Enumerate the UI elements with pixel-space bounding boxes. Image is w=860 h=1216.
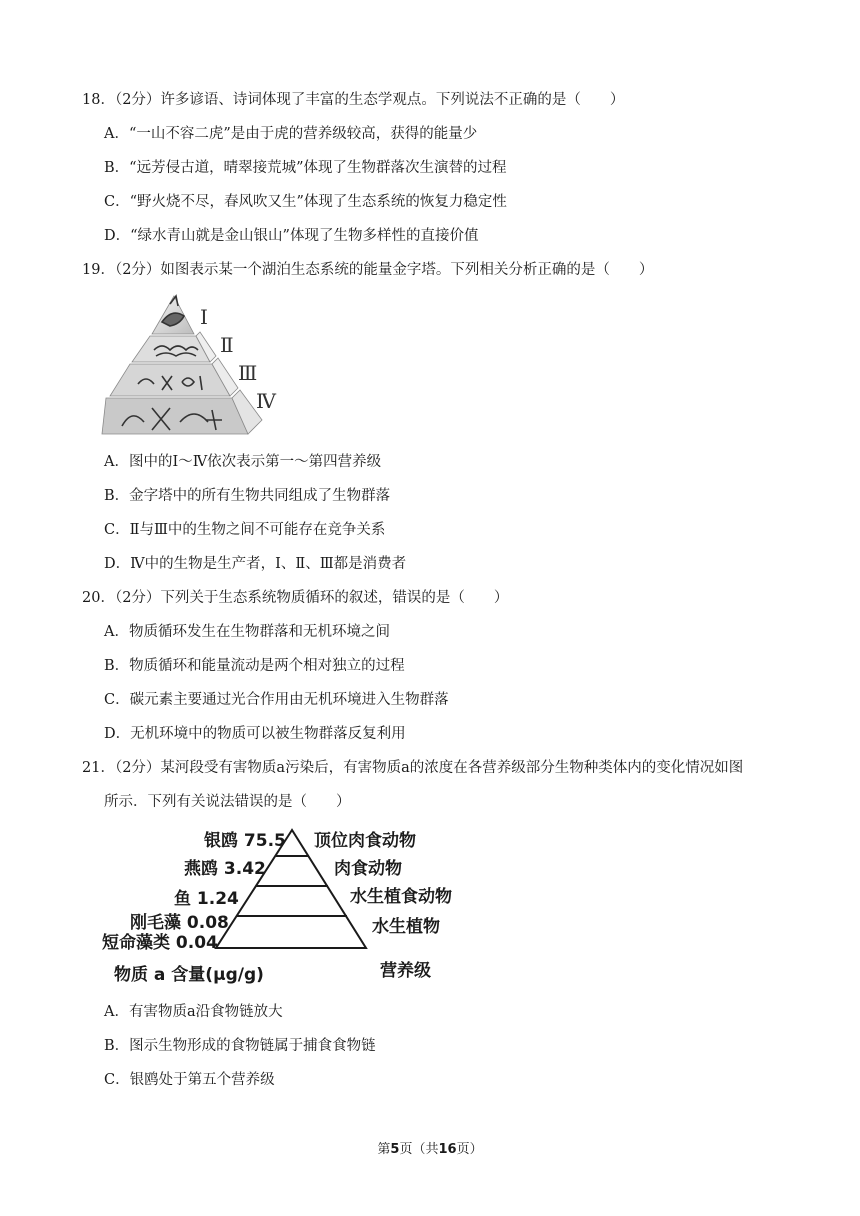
level-label-4: Ⅳ [256,389,276,413]
right-axis-title: 营养级 [380,961,431,981]
question-19-option-b: B．金字塔中的所有生物共同组成了生物群落 [104,488,391,504]
question-18-option-b: B．“远芳侵古道，晴翠接荒城”体现了生物群落次生演替的过程 [104,160,507,176]
left-label-3: 鱼 1.24 [174,889,239,909]
left-axis-title: 物质 a 含量(μg/g) [114,965,264,985]
question-18-stem: 18．（2分）许多谚语、诗词体现了丰富的生态学观点。下列说法不正确的是（ ） [82,92,625,108]
question-18-option-d: D．“绿水青山就是金山银山”体现了生物多样性的直接价值 [104,228,479,244]
page-footer [0,1138,860,1157]
question-19-option-a: A．图中的Ⅰ～Ⅳ依次表示第一～第四营养级 [104,454,382,470]
left-label-2: 燕鸥 3.42 [184,859,266,879]
footer-middle: 页（共 [399,1142,439,1157]
question-21-option-c: C．银鸥处于第五个营养级 [104,1072,275,1088]
left-label-4: 刚毛藻 0.08 [130,913,229,933]
left-label-1: 银鸥 75.5 [204,831,286,851]
question-19-stem: 19．（2分）如图表示某一个湖泊生态系统的能量金字塔。下列相关分析正确的是（ ） [82,262,654,278]
energy-pyramid-figure [100,292,290,440]
left-label-5: 短命藻类 0.04 [102,933,218,953]
question-18-option-a: A．“一山不容二虎”是由于虎的营养级较高，获得的能量少 [104,126,478,142]
right-label-4: 水生植物 [372,917,440,937]
question-21-option-a: A．有害物质a沿食物链放大 [104,1004,283,1020]
question-19-option-d: D．Ⅳ中的生物是生产者，Ⅰ、Ⅱ、Ⅲ都是消费者 [104,556,407,572]
level-label-2: Ⅱ [220,333,234,357]
footer-suffix: 页） [456,1142,483,1157]
footer-total-pages: 16 [438,1142,457,1157]
question-20-option-b: B．物质循环和能量流动是两个相对独立的过程 [104,658,405,674]
question-21-stem-continued: 所示．下列有关说法错误的是（ ） [104,794,351,810]
right-label-3: 水生植食动物 [350,887,452,907]
question-20-option-c: C．碳元素主要通过光合作用由无机环境进入生物群落 [104,692,449,708]
biomagnification-pyramid-figure [96,820,476,988]
level-label-1: Ⅰ [200,305,208,329]
pyramid-tier-4 [102,398,248,434]
question-21-stem: 21．（2分）某河段受有害物质a污染后，有害物质a的浓度在各营养级部分生物种类体内的变化情况如图 [82,760,744,776]
right-label-1: 顶位肉食动物 [314,831,416,851]
footer-page-number: 5 [390,1142,400,1157]
level-label-3: Ⅲ [238,361,258,385]
question-19-option-c: C．Ⅱ与Ⅲ中的生物之间不可能存在竞争关系 [104,522,386,538]
footer-prefix: 第 [377,1142,391,1157]
question-20-option-a: A．物质循环发生在生物群落和无机环境之间 [104,624,390,640]
question-21-option-b: B．图示生物形成的食物链属于捕食食物链 [104,1038,376,1054]
question-20-option-d: D．无机环境中的物质可以被生物群落反复利用 [104,726,406,742]
question-20-stem: 20．（2分）下列关于生态系统物质循环的叙述，错误的是（ ） [82,590,509,606]
right-label-2: 肉食动物 [334,859,402,879]
question-18-option-c: C．“野火烧不尽，春风吹又生”体现了生态系统的恢复力稳定性 [104,194,507,210]
